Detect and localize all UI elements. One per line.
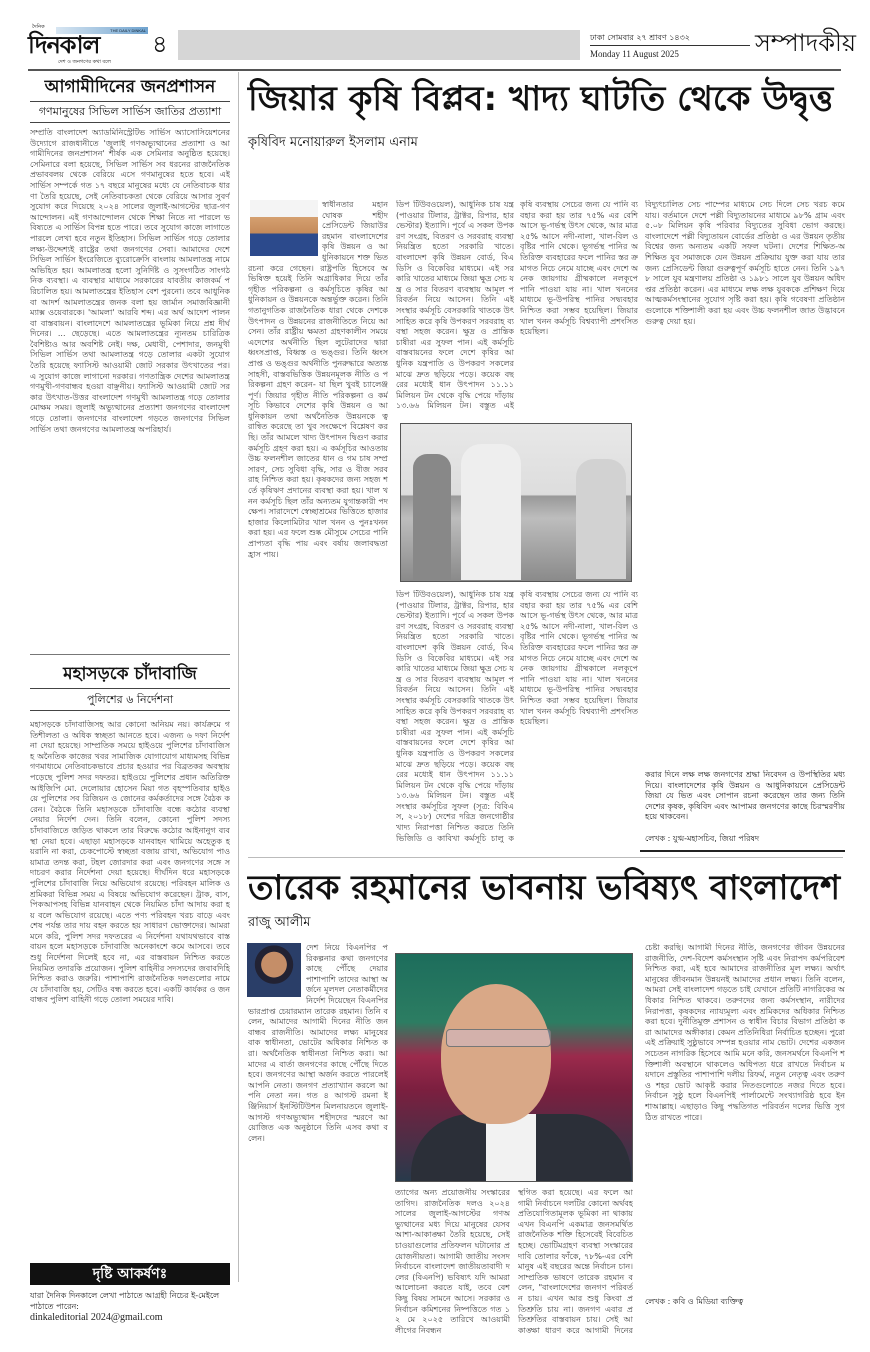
notice-block (30, 1290, 230, 1324)
historic-photo (400, 423, 632, 582)
header-divider (28, 69, 841, 71)
article-end-rule (640, 850, 845, 852)
photo-figure (461, 444, 521, 580)
article1-col3: কৃষি ব্যবস্থায় সেচের জন্য যে পানি ব্যবহার করা হয় তার ৭৫% এর বেশি আসে ভূ-গর্ভস্থ উৎস থেকে, আর মাত্র ২৫% আসে নদী-নালা, খাল-বিল ও বৃষ্টির পানি থেকে। ভূগর্ভস্থ পানির অতিরিক্ত ব্যবহারের ফলে পানির স্তর ক্রমাগত নিচে নেমে যাচ্ছে এবং দেশে অনেক জায়গায় গ্রীষ্মকালে নলকূপে পানি পাওয়া যায় না। খাল খননের মাধ্যমে ভূ-উপরিস্থ পানির সদ্ব্যবহার নিশ্চিত করা সম্ভব হয়েছিল। জিয়ার খাল খনন কর্মসূচি বিশ্বব্যাপী প্রশংসিত হয়েছিল। (520, 200, 638, 337)
editorial-body: সম্প্রতি বাংলাদেশ অ্যাডমিনিস্ট্রেটিভ সার্ভিস অ্যাসোসিয়েশনের উদ্যোগে রাজধানীতে 'জুলাই গণঅভ্যুত্থানের প্রত্যাশা ও আগামীদিনের জনপ্রশাসন' শীর্ষক এক সেমিনার অনুষ্ঠিত হয়েছে। সেমিনারে বলা হয়েছে, সিভিল সার্ভিস সব ধরনের রাজনৈতিক প্রভাববলয় থেকে বেরিয়ে এসে গণমানুষের হতে হবে। এই সার্ভিস সম্পর্কে গত ১৭ বছরে মানুষের মধ্যে যে নেতিবাচক ধারণা তৈরি হয়েছে, সেই নেতিবাচকতা থেকে বেরিয়ে আসার সুবর্ণ সুযোগ করে দিয়েছে ২০২৪ সালের জুলাই-আগস্টের ছাত্র-গণআন্দোলন। এই গণআন্দোলন থেকে শিক্ষা নিতে না পারলে ভবিষ্যতে এ সার্ভিস বিপন্ন হতে পারে। তবে সুযোগ কাজে লাগাতে পারলে লেখা হবে নতুন ইতিহাস। সিভিল সার্ভিস গড়ে তোলার লক্ষ্য-উদ্দেশ্যই রাষ্ট্রের তথা জনগণের সেবা। আমাদের দেশে সিভিল সার্ভিস ইংরেজিতে ব্যুরোক্রেসি বাংলায় আমলাতন্ত্র নামে অভিহিত হয়। আমলাতন্ত্র হলো সুনির্দিষ্ট ও সুসংগঠিত সাংগঠনিক ব্যবস্থা। এ ব্যবস্থার মাধ্যমে সরকারের যাবতীয় কাজকর্ম পরিচালিত হয়। আমলাতন্ত্রের ইতিহাস বেশ পুরনো। তবে আধুনিক বা আদর্শ আমলাতন্ত্রের জনক বলা হয় জার্মান সমাজবিজ্ঞানী ম্যাক্স ওয়েবারকে। 'আমলা' আরবি শব্দ। এর অর্থ আদেশ পালন বা বাস্তবায়ন। বাংলাদেশে আমলাতন্ত্রের ভূমিকা নিয়ে প্রশ্ন দীর্ঘদিনের। ... ছেড়েছে। এতে আমলাতন্ত্রের ন্যূনতম চারিত্রিক বৈশিষ্ট্যও আর অবশিষ্ট নেই। দক্ষ, মেধাবী, পেশাদার, জনমুখী সিভিল সার্ভিস তথা আমলাতন্ত্র গড়ে তোলার একটা সুযোগ তৈরি হয়েছে ফ্যাসিস্ট আওয়ামী জোট সরকার উৎখাতের পর। এ সুযোগ কাজে লাগানো দরকার। গণতান্ত্রিক দেশের আমলাতন্ত্র গণমুখী-গণবান্ধব হওয়া বাঞ্ছনীয়। ফ্যাসিস্ট আওয়ামী জোট সরকার উৎখাত-উত্তর বাংলাদেশ গণমুখী আমলাতন্ত্র গড়ে তোলার মোক্ষম সময়। জুলাই অভ্যুত্থানের প্রত্যাশা জনগণের বাংলাদেশ গড়ে তোলা। জনগণের বাংলাদেশ গড়তে জনগণের সিভিল সার্ভিস তথা জনগণের আমলাতন্ত্র অপরিহার্য। (30, 128, 230, 434)
divider (248, 857, 843, 858)
article2-col4: চেষ্টা করছি। আগামী দিনের নীতি, জনগণের জীবন উন্নয়নের রাজনীতি, দেশ-বিদেশ কর্মসংস্থান সৃষ্টি এবং নিরাপদ কর্মপরিবেশ নিশ্চিত করা, এই হবে আমাদের রাজনীতির মূল লক্ষ্য। অর্থাৎ মানুষের জীবনমান উন্নয়নই আমাদের প্রধান লক্ষ্য। তিনি বলেন, আমরা সেই বাংলাদেশ গড়তে চাই যেখানে প্রতিটি নাগরিকের অধিকার নিশ্চিত থাকবে। তরুণদের জন্য কর্মসংস্থান, নারীদের নিরাপত্তা, কৃষকদের ন্যায্যমূল্য এবং শ্রমিকদের অধিকার নিশ্চিত করা হবে। দুর্নীতিমুক্ত প্রশাসন ও স্বাধীন বিচার বিভাগ প্রতিষ্ঠা করা আমাদের অঙ্গীকার। কেমন প্রতিনিধিরা নির্বাচিত হচ্ছেন। পুরো এই প্রক্রিয়াই সুষ্ঠুভাবে সম্পন্ন হওয়ার নাম ভোট। দেশের একজন সচেতন নাগরিক হিসেবে আমি মনে করি, জনসমর্থনে বিএনপি শক্তিশালী অবস্থানে থাকলেও অধিপত্য ধরে রাখতে নির্বাচন ময়দানে প্রস্তুতির পাশাপাশি দলীয় রিফর্ম, নতুন নেতৃত্ব এবং তরুণ ও শহর ভোট আকৃষ্ট করার নিতগুলোতে নজর দিতে হবে। নির্বাচন সুষ্ঠু হলে বিএনপিই পার্লামেন্টে সংখ্যাগরিষ্ঠ হবে ইনশাআল্লাহ। এছাড়াও কিছু পদ্ধতিগত পরিবর্তন দলের ভিত্তি সুগঠিত রাখতে পারে। (645, 943, 845, 1122)
article1-headline: জিয়ার কৃষি বিপ্লব: খাদ্য ঘাটতি থেকে উদ্বৃত্ত (248, 79, 834, 119)
editorial-subtitle: গণমানুষের সিভিল সার্ভিস জাতির প্রত্যাশা (30, 104, 230, 123)
newspaper-logo (28, 26, 148, 66)
photo-glasses (446, 1029, 551, 1047)
article1-col1-wrap (248, 200, 388, 846)
article1-col2-cont: ডিপ টিউবওয়েল), আধুনিক চাষ যন্ত্র (পাওয়ার টিলার, ট্রাক্টর, রিপার, হারভেস্টার) ইত্যাদি। পূর্বে এ সকল উপকরণ সংগ্রহ, বিতরণ ও সরবরাহ ব্যবস্থা নিয়ন্ত্রিত হতো সরকারি খাতে। বাংলাদেশ কৃষি উন্নয়ন বোর্ড, বিএডিসি ও বিকেবির মাধ্যমে। এই সরকারি খাতের মাধ্যমে জিয়া ক্ষুদ্র সেচ যন্ত্র ও সার বিতরণ ব্যবস্থায় আমূল পরিবর্তন নিয়ে আসেন। তিনি এই সংস্থার কর্মসূচি বেসরকারি খাতকে উৎসাহিত করে কৃষি উপকরণ সরবরাহ ব্যবস্থা সহজ করেন। ক্ষুদ্র ও প্রান্তিক চাষীরা এর সুফল পান। এই কর্মসূচি বাস্তবায়নের ফলে দেশে কৃষির আধুনিক যন্ত্রপাতি ও উপকরণ সকলের মাঝে দ্রুত ছড়িয়ে পড়ে। কয়েক বছরের মধ্যেই ধান উৎপাদন ১১.১১ মিলিয়ন টন থেকে বৃদ্ধি পেয়ে দাঁড়ায় ১৩.৬৬ মিলিয়ন টন। বস্তুত এই সংস্থার কর্মসূচির সুফল (সূত্র: বিবিএস, ২০১৮) দেশের দরিদ্র জনগোষ্ঠীর খাদ্য নিরাপত্তা নিশ্চিত করতে তিনি ভিজিডি ও কাবিখা কর্মসূচি চালু ক (396, 590, 514, 843)
article2-col1-wrap (248, 943, 388, 1335)
editorial2-subtitle: পুলিশের ৬ নির্দেশনা (30, 692, 230, 711)
article1-col2: ডিপ টিউবওয়েল), আধুনিক চাষ যন্ত্র (পাওয়ার টিলার, ট্রাক্টর, রিপার, হারভেস্টার) ইত্যাদি। পূর্বে এ সকল উপকরণ সংগ্রহ, বিতরণ ও সরবরাহ ব্যবস্থা নিয়ন্ত্রিত হতো সরকারি খাতে। বাংলাদেশ কৃষি উন্নয়ন বোর্ড, বিএডিসি ও বিকেবির মাধ্যমে। এই সরকারি খাতের মাধ্যমে জিয়া ক্ষুদ্র সেচ যন্ত্র ও সার বিতরণ ব্যবস্থায় আমূল পরিবর্তন নিয়ে আসেন। তিনি এই সংস্থার কর্মসূচি বেসরকারি খাতকে উৎসাহিত করে কৃষি উপকরণ সরবরাহ ব্যবস্থা সহজ করেন। ক্ষুদ্র ও প্রান্তিক চাষীরা এর সুফল পান। এই কর্মসূচি বাস্তবায়নের ফলে দেশে কৃষির আধুনিক যন্ত্রপাতি ও উপকরণ সকলের মাঝে দ্রুত ছড়িয়ে পড়ে। কয়েক বছরের মধ্যেই ধান উৎপাদন ১১.১১ মিলিয়ন টন থেকে বৃদ্ধি পেয়ে দাঁড়ায় ১৩.৬৬ মিলিয়ন টন। বস্তুত এই (396, 200, 514, 411)
page-number: ৪ (152, 30, 168, 58)
photo-face (441, 984, 551, 1124)
logo-tagline: দেশ ও জনগণের কথা বলে (58, 59, 111, 65)
notice-text: যারা দৈনিক দিনকালে লেখা পাঠাতে আগ্রহী নিচের ই-মেইলে পাঠাতে পারেন: (30, 1291, 220, 1311)
article1-col4: বিদ্যুৎচালিত সেচ পাম্পের মাধ্যমে সেচ দিলে সেচ খরচ কমে যায়। বর্তমানে দেশে পল্লী বিদ্যুতায়নের মাধ্যমে ৯৮% গ্রাম এবং ৫.০৮ মিলিয়ন কৃষি পরিবার বিদ্যুতের সুবিধা ভোগ করছে। বাংলাদেশে পল্লী বিদ্যুতায়ন বোর্ডের প্রতিষ্ঠা ও এর উন্নয়ন তৃতীয় বিশ্বের জন্য অন্যতম একটি সফল ঘটনা। দেশের শিক্ষিত-অশিক্ষিত যুব সমাজকে যেন উন্নয়ন প্রক্রিয়ায় যুক্ত করা যায় তার জন্য প্রেসিডেন্ট জিয়া গুরুত্বপূর্ণ কর্মসূচি হাতে নেন। তিনি ১৯৭৮ সালে যুব মন্ত্রণালয় প্রতিষ্ঠা ও ১৯৮১ সালে যুব উন্নয়ন অধিদপ্তর প্রতিষ্ঠা করেন। এর মাধ্যমে লক্ষ লক্ষ যুবককে প্রশিক্ষণ দিয়ে আত্মকর্মসংস্থানের সুযোগ সৃষ্টি করা হয়। কৃষি গবেষণা প্রতিষ্ঠানগুলোকে শক্তিশালী করা হয় এবং উচ্চ ফলনশীল জাত উদ্ভাবনে গুরুত্ব দেয়া হয়। (645, 200, 845, 326)
date-english: Monday 11 August 2025 (590, 49, 679, 59)
photo-float (248, 200, 322, 258)
editorial2-title: মহাসড়কে চাঁদাবাজি (30, 663, 230, 689)
article2-author-note: লেখক : কবি ও মিডিয়া ব্যক্তিত্ব (645, 1297, 744, 1306)
article2-col1: দেশ নিয়ে বিএনপির পরিকল্পনার কথা জনগণের কাছে পৌঁছে দেয়ার পাশাপাশি তাদের আস্থা অর্জনে মূলদল নেতাকর্মীদের নির্দেশ দিয়েছেন বিএনপির ভারপ্রাপ্ত চেয়ারম্যান তারেক রহমান। তিনি বলেন, আমাদের আগামী দিনের নীতি জনবান্ধব রাজনীতি। আমাদের লক্ষ্য মানুষের বাক স্বাধীনতা, ভোটের অধিকার নিশ্চিত করা। অর্থনৈতিক স্বাধীনতা নিশ্চিত করা। আমাদের এ বার্তা জনগণের কাছে পৌঁছে দিতে হবে। জনগণের আস্থা অর্জন করতে পারলেই আপনি নেতা। জনগণ প্রত্যাখ্যান করলে আপনি নেতা নন। গত ৪ আগস্ট রমনা ইঞ্জিনিয়ার্স ইনস্টিটিউশন মিলনায়তনে জুলাই-আগস্ট গণঅভ্যুত্থান শহীদদের স্মরণে আয়োজিত এক অনুষ্ঠানে তিনি এসব কথা বলেন। (248, 943, 388, 1143)
article1-col3-cont: কৃষি ব্যবস্থায় সেচের জন্য যে পানি ব্যবহার করা হয় তার ৭৫% এর বেশি আসে ভূ-গর্ভস্থ উৎস থেকে, আর মাত্র ২৫% আসে নদী-নালা, খাল-বিল ও বৃষ্টির পানি থেকে। ভূগর্ভস্থ পানির অতিরিক্ত ব্যবহারের ফলে পানির স্তর ক্রমাগত নিচে নেমে যাচ্ছে এবং দেশে অনেক জায়গায় গ্রীষ্মকালে নলকূপে পানি পাওয়া যায় না। খাল খননের মাধ্যমে ভূ-উপরিস্থ পানির সদ্ব্যবহার নিশ্চিত করা সম্ভব হয়েছিল। জিয়ার খাল খনন কর্মসূচি বিশ্বব্যাপী প্রশংসিত হয়েছিল। (520, 590, 638, 727)
article1-author-note: লেখক : যুগ্ম-মহাসচিব, জিয়া পরিষদ (645, 834, 760, 843)
divider (30, 654, 230, 655)
notice-email[interactable]: dinkaleditorial 2024@gmail.com (30, 1312, 163, 1323)
logo-main-text: দিনকাল (28, 30, 100, 59)
column-separator (238, 72, 239, 1282)
editorial2-body: মহাসড়কে চাঁদাবাজিসহ আর কোনো অনিয়ম নয়। কার্যক্রমে গতিশীলতা ও অধিক স্বচ্ছতা আনতে হবে। এজন্য ৬ দফা নির্দেশনা দেয়া হয়েছে। সাম্প্রতিক সময়ে হাইওয়ে পুলিশের চাঁদাবাজিসহ অনৈতিক কাজের খবর সামাজিক যোগাযোগ মাধ্যমসহ বিভিন্ন গণমাধ্যমে নেতিবাচকভাবে প্রচার হওয়ার পর বিব্রতকর অবস্থায় পড়েছে পুলিশ সদর দফতর। হাইওয়ে পুলিশের প্রধান অতিরিক্ত আইজিপি মো. দেলোয়ার হোসেন মিয়া গত বৃহস্পতিবার হাইওয়ে পুলিশের সব রিজিয়ন ও জোনের কর্মকর্তাদের সঙ্গে বৈঠক করেন। বৈঠকে তিনি মহাসড়কে চাঁদাবাজি বন্ধে কঠোর ব্যবস্থা নেয়ার নির্দেশ দেন। তিনি বলেন, কোনো পুলিশ সদস্য চাঁদাবাজিতে জড়িত থাকলে তার বিরুদ্ধে কঠোর আইনানুগ ব্যবস্থা নেয়া হবে। এছাড়া মহাসড়কে যানবাহন থামিয়ে অহেতুক হয়রানি না করা, চেকপোস্টে স্বচ্ছতা বজায় রাখা, অভিযোগ পাওয়ামাত্র তদন্ত করা, টহল জোরদার করা এবং জনগণের সঙ্গে সদাচরণ করার নির্দেশনা দেয়া হয়েছে। দীর্ঘদিন ধরে মহাসড়কে পুলিশের চাঁদাবাজি নিয়ে অভিযোগ রয়েছে। পরিবহন মালিক ও শ্রমিকরা বিভিন্ন সময় এ বিষয়ে অভিযোগ করেছেন। ট্রাক, বাস, পিকআপসহ বিভিন্ন যানবাহন থেকে নিয়মিত চাঁদা আদায় করা হয় বলে অভিযোগ রয়েছে। এতে পণ্য পরিবহন খরচ বাড়ে এবং শেষ পর্যন্ত তার দায় বহন করতে হয় সাধারণ ভোক্তাদের। আমরা মনে করি, পুলিশ সদর দফতরের এ নির্দেশনা যথাযথভাবে বাস্তবায়ন হলে মহাসড়কে চাঁদাবাজি অনেকাংশে কমে আসবে। তবে শুধু নির্দেশনা দিলেই হবে না, এর বাস্তবায়ন নিশ্চিত করতে নিয়মিত তদারকি প্রয়োজন। পুলিশ বাহিনীর সদস্যদের জবাবদিহি নিশ্চিত করাও জরুরি। পাশাপাশি রাজনৈতিক দলগুলোর নামে যে চাঁদাবাজি হয়, সেটিও বন্ধ করতে হবে। একটি কার্যকর ও জনবান্ধব পুলিশ বাহিনী গড়ে তোলা সময়ের দাবি। (30, 720, 230, 1005)
section-title: সম্পাদকীয় (755, 29, 857, 57)
tarek-rahman-photo (395, 953, 633, 1182)
article1-conclusion: করার দিনে লক্ষ লক্ষ জনগণের শ্রদ্ধা নিবেদন ও উপস্থিতির মধ্য দিয়ে। বাংলাদেশের কৃষি উন্নয়ন ও আধুনিকায়নে প্রেসিডেন্ট জিয়া যে ভিত এবং সোপান রচনা করেছেন তার জন্য তিনি দেশের কৃষক, কৃষিবিদ এবং আপামর জনগণের কাছে চিরস্মরণীয় হয়ে থাকবেন। (645, 770, 845, 822)
photo-figure (413, 454, 451, 580)
article1-author: কৃষিবিদ মনোয়ারুল ইসলাম এনাম (248, 135, 418, 150)
article2-col3: স্থগিত করা হয়েছে। এর ফলে আগামী নির্বাচনে দলটির কোনো অর্থবহ প্রতিযোগিতামূলক ভূমিকা না থাকায় এখন বিএনপি একমাত্র জনসমর্থিত রাজনৈতিক শক্তি হিসেবেই বিবেচিত হচ্ছে। ভোটিমগ্রহণ ব্যবস্থা সংস্কারের দাবি তোলার ফাঁকে, ৭৮%-এর বেশি মানুষ এই বছরের অন্তে নির্বাচন চান। সাম্প্রতিক ভাষণে তারেক রহমান বলেন, "বাংলাদেশের জনগণ পরিবর্তন চায়। এখন আর শুধু কিংবা প্রতিশ্রুতি চায় না। জনগণ এবার প্রতিশ্রুতির বাস্তবায়ন চায়। সেই আকাঙ্ক্ষা ধারণ করে আগামী দিনের (518, 1188, 633, 1335)
article1-col1: স্বাধীনতার মহান ঘোষক শহীদ প্রেসিডেন্ট জিয়াউর রহমান বাংলাদেশের কৃষি উন্নয়ন ও আধুনিকায়নে শক্ত ভিত রচনা করে গেছেন। রাষ্ট্রপতি হিসেবে অভিষিক্ত হয়েই তিনি অগ্রাধিকার দিয়ে তাঁর গৃহীত পরিকল্পনা ও কর্মসূচিতে কৃষির আধুনিকায়ন ও উন্নয়নকে অন্তর্ভুক্ত করেন। তিনি গতানুগতিক রাজনৈতিক ধারা থেকে দেশকে উৎপাদন ও উন্নয়নের রাজনীতিতে নিয়ে আসেন। তাঁর রাষ্ট্রীয় ক্ষমতা গ্রহণকালীন সময়ে এদেশের অর্থনীতি ছিল লুটেরাদের দ্বারা ধ্বংসপ্রাপ্ত, বিধ্বস্ত ও ভঙ্গুর। তিনি ধ্বংসপ্রাপ্ত ও ভঙ্গুর অর্থনীতি পুনরুদ্ধারে অত্যন্ত সাহসী, বাস্তবভিত্তিক উন্নয়নমূলক নীতি ও পরিকল্পনা গ্রহণ করেন- যা ছিল খুবই চ্যালেঞ্জপূর্ণ। জিয়ার গৃহীত নীতি পরিকল্পনা ও কর্মসূচি কিভাবে দেশের কৃষি উন্নয়ন ও আধুনিকায়ন তথা অর্থনৈতিক উন্নয়নকে ত্বরান্বিত করেছে তা খুব সংক্ষেপে বিশ্লেষণ করছি। তাঁর আমলে খাদ্য উৎপাদন দ্বিগুণ করার কর্মসূচি গ্রহণ করা হয়। এ কর্মসূচির আওতায় উচ্চ ফলনশীল জাতের ধান ও গম চাষ সম্প্রসারণ, সেচ সুবিধা বৃদ্ধি, সার ও বীজ সরবরাহ নিশ্চিত করা হয়। কৃষকদের জন্য সহজ শর্তে কৃষিঋণ প্রদানের ব্যবস্থা করা হয়। খাল খনন কর্মসূচি ছিল তাঁর অন্যতম যুগান্তকারী পদক্ষেপ। সারাদেশে স্বেচ্ছাশ্রমের ভিত্তিতে হাজার হাজার কিলোমিটার খাল খনন ও পুনঃখনন করা হয়। এর ফলে শুষ্ক মৌসুমে সেচের পানি প্রাপ্যতা বৃদ্ধি পায় এবং বর্ষায় জলাবদ্ধতা হ্রাস পায়। (248, 200, 388, 559)
photo-shirt (486, 1114, 536, 1182)
editorial-title: আগামীদিনের জনপ্রশাসন (30, 76, 230, 102)
photo-figure (576, 459, 626, 579)
notice-title: দৃষ্টি আকর্ষণঃ (30, 1263, 230, 1285)
logo-small-text: দৈনিক (32, 24, 45, 30)
article2-col2: ত্যাগের অন্য প্রয়োজনীয় সংস্কারের তাগিদ। রাজনৈতিক দলও ২০২৪ সালের জুলাই-আগস্টের গণঅভ্যুত্থানের মধ্য দিয়ে মানুষের যেসব আশা-আকাঙ্ক্ষা তৈরি হয়েছে, সেই চাওয়াগুলোর প্রতিফলন ঘটানোর প্রয়োজনীয়তা। আগামী জাতীয় সংসদ নির্বাচনে বাংলাদেশ জাতীয়তাবাদী দলের (বিএনপি) ভবিষ্যৎ যদি আমরা আলোচনা করতে যাই, তবে বেশ কিছু বিষয় সামনে আসে। সরকার ও নির্বাচন কমিশনের নিষ্পত্তিতে গত ১২ মে ২০২৫ তারিখে আওয়ামী লীগের নিবন্ধন (395, 1188, 510, 1335)
article2-headline: তারেক রহমানের ভাবনায় ভবিষ্যৎ বাংলাদেশ (248, 868, 841, 908)
logo-english: THE DAILY DINKAL (110, 28, 146, 33)
date-block (590, 32, 750, 60)
article2-author: রাজু আলীম (248, 915, 311, 930)
header-band (178, 30, 580, 60)
date-bengali: ঢাকা সোমবার ২৭ শ্রাবণ ১৪৩২ (590, 32, 750, 46)
photo-float (248, 943, 306, 999)
